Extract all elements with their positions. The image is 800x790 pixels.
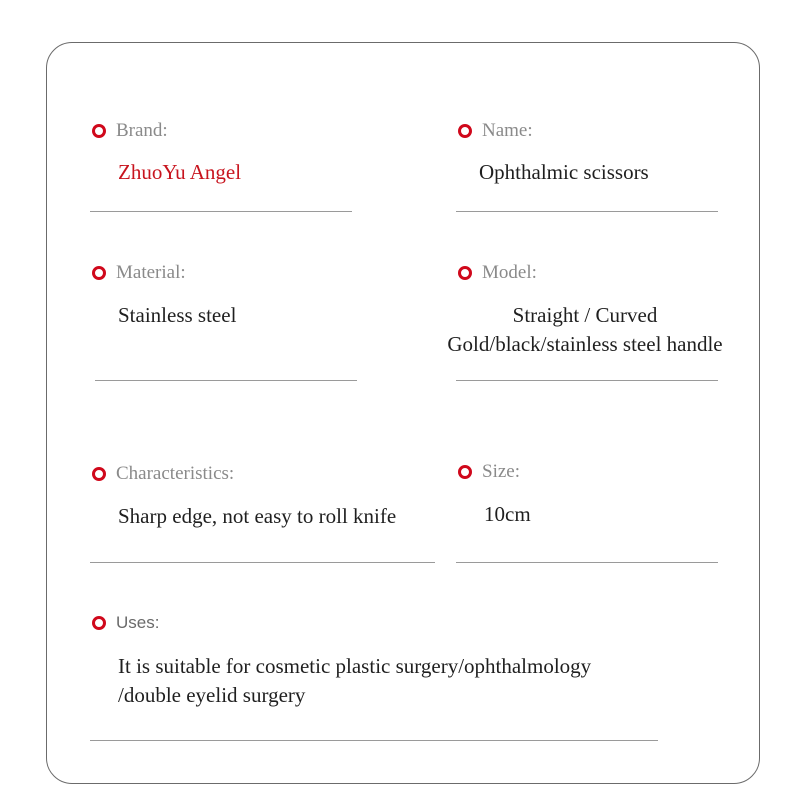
characteristics-label: [92, 464, 234, 483]
brand-label: [92, 121, 168, 140]
name-value: Ophthalmic scissors: [479, 160, 649, 184]
material-label-text: Material:: [116, 262, 186, 283]
model-value-line1: Straight / Curved: [512, 303, 658, 327]
name-label: [458, 121, 533, 140]
name-label-text: Name:: [482, 120, 533, 141]
ring-bullet-icon: [458, 266, 472, 280]
characteristics-label-text: Characteristics:: [116, 463, 235, 484]
brand-divider: [90, 211, 352, 212]
uses-value-line1: It is suitable for cosmetic plastic surgery/ophthalmology: [118, 654, 592, 678]
material-label: [92, 263, 186, 282]
characteristics-value: Sharp edge, not easy to roll knife: [118, 504, 397, 528]
ring-bullet-icon: [92, 124, 106, 138]
uses-divider: [90, 740, 658, 741]
model-value-line2: Gold/black/stainless steel handle: [447, 332, 723, 356]
material-value: Stainless steel: [118, 303, 237, 327]
characteristics-divider: [90, 562, 435, 563]
material-divider: [95, 380, 357, 381]
model-label: [458, 263, 537, 282]
ring-bullet-icon: [92, 266, 106, 280]
uses-label-text: Uses:: [116, 613, 160, 632]
ring-bullet-icon: [92, 467, 106, 481]
size-label: [458, 462, 520, 481]
model-divider: [456, 380, 718, 381]
ring-bullet-icon: [458, 124, 472, 138]
size-divider: [456, 562, 718, 563]
ring-bullet-icon: [458, 465, 472, 479]
brand-label-text: Brand:: [116, 120, 168, 141]
model-label-text: Model:: [482, 262, 537, 283]
ring-bullet-icon: [92, 616, 106, 630]
uses-value-line2: /double eyelid surgery: [118, 683, 306, 707]
size-value: 10cm: [484, 502, 531, 526]
size-label-text: Size:: [482, 461, 520, 482]
name-divider: [456, 211, 718, 212]
uses-label: [92, 614, 159, 631]
brand-value: ZhuoYu Angel: [118, 160, 242, 184]
